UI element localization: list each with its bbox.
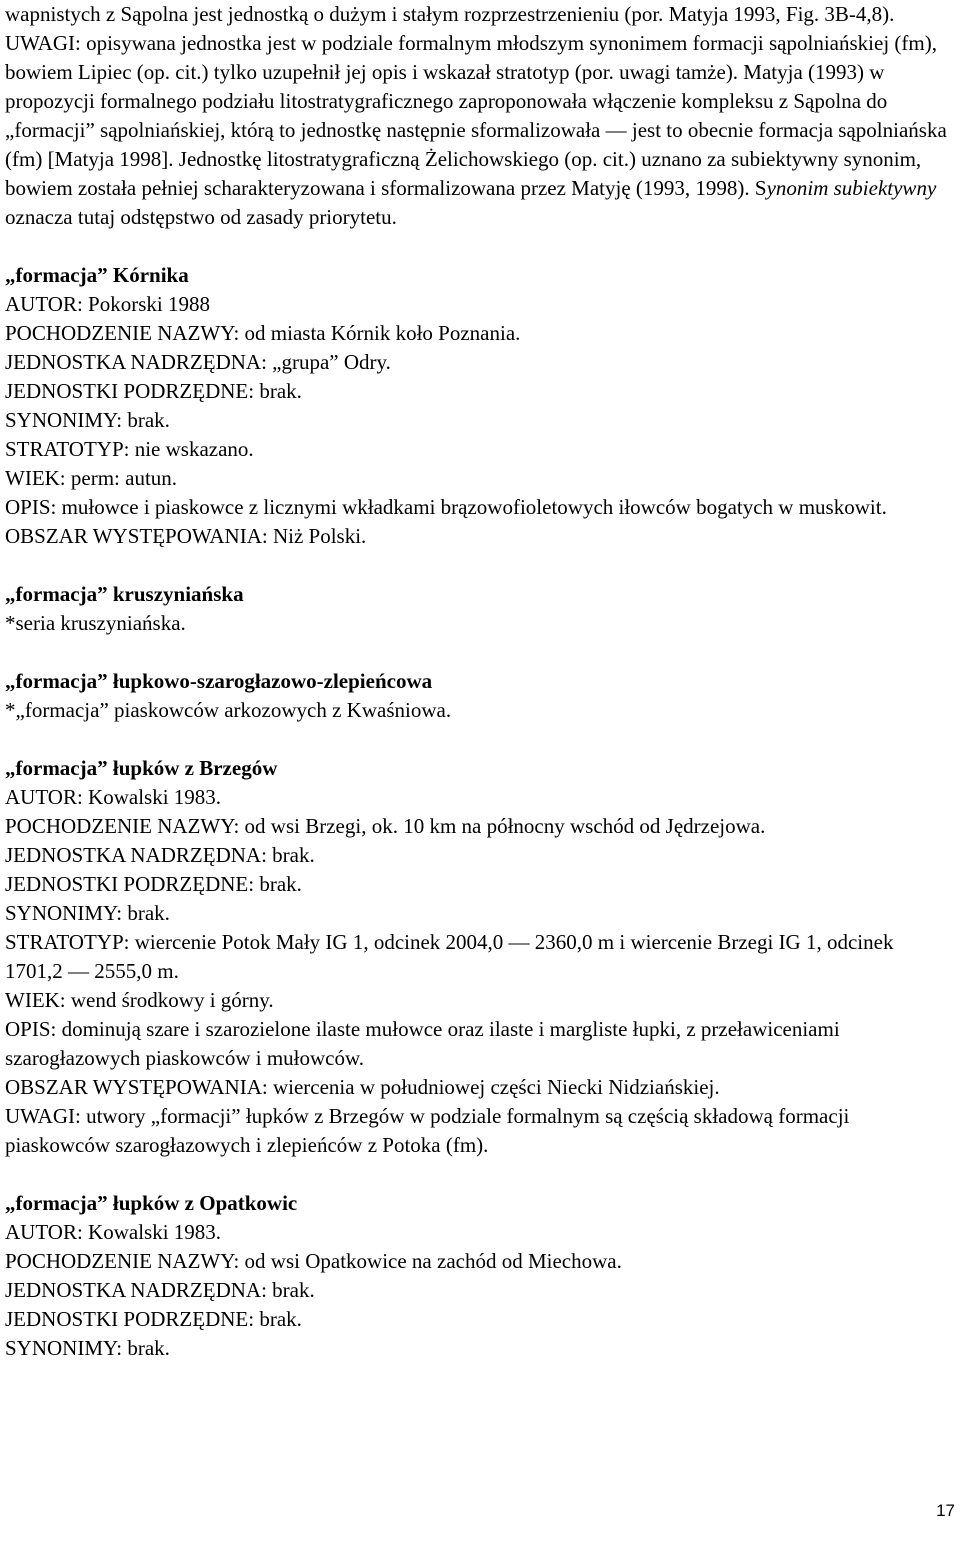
entry-stratotype: STRATOTYP: wiercenie Potok Mały IG 1, odcinek 2004,0 — 2360,0 m i wiercenie Brzegi IG 1, odcinek 1701,2 — 2555,0 m. [5, 930, 894, 983]
entry-heading: „formacja” kruszyniańska [5, 582, 244, 606]
entry-kornik [5, 261, 955, 551]
entry-parent-unit: JEDNOSTKA NADRZĘDNA: brak. [5, 1278, 315, 1302]
entry-subunits: JEDNOSTKI PODRZĘDNE: brak. [5, 379, 302, 403]
entry-kruszynianska [5, 580, 955, 638]
entry-heading: „formacja” Kórnika [5, 263, 189, 287]
entry-age: WIEK: perm: autun. [5, 466, 178, 490]
entry-parent-unit: JEDNOSTKA NADRZĘDNA: „grupa” Odry. [5, 350, 391, 374]
entry-author: AUTOR: Pokorski 1988 [5, 292, 210, 316]
intro-paragraph-2 [5, 29, 955, 232]
entry-lupkow-z-brzegow [5, 754, 955, 1160]
entry-name-origin: POCHODZENIE NAZWY: od wsi Opatkowice na zachód od Miechowa. [5, 1249, 622, 1273]
entry-description: OPIS: mułowce i piaskowce z licznymi wkładkami brązowofioletowych iłowców bogatych w muskowit. [5, 495, 887, 519]
document-page [5, 0, 955, 1363]
entry-author: AUTOR: Kowalski 1983. [5, 1220, 222, 1244]
page-number: 17 [936, 1501, 955, 1520]
intro-italic-term: ynonim subiektywny [766, 176, 937, 200]
entry-lupkow-z-opatkowic [5, 1189, 955, 1363]
entry-synonyms: SYNONIMY: brak. [5, 408, 170, 432]
intro-text-end: oznacza tutaj odstępstwo od zasady priorytetu. [5, 205, 397, 229]
entry-heading: „formacja” łupkowo-szarogłazowo-zlepieńcowa [5, 669, 433, 693]
intro-paragraph-1: wapnistych z Sąpolna jest jednostką o dużym i stałym rozprzestrzenieniu (por. Matyja 1993, Fig. 3B-4,8). [5, 2, 895, 26]
entry-name-origin: POCHODZENIE NAZWY: od miasta Kórnik koło Poznania. [5, 321, 521, 345]
entry-stratotype: STRATOTYP: nie wskazano. [5, 437, 254, 461]
entry-synonyms: SYNONIMY: brak. [5, 901, 170, 925]
entry-cross-reference: *„formacja” piaskowców arkozowych z Kwaśniowa. [5, 698, 452, 722]
entry-occurrence-area: OBSZAR WYSTĘPOWANIA: wiercenia w południowej części Niecki Nidziańskiej. [5, 1075, 720, 1099]
entry-occurrence-area: OBSZAR WYSTĘPOWANIA: Niż Polski. [5, 524, 367, 548]
entry-author: AUTOR: Kowalski 1983. [5, 785, 222, 809]
entry-remarks: UWAGI: utwory „formacji” łupków z Brzegów w podziale formalnym są częścią składową formacji piaskowców szarogłazowych i zlepieńców z Potoka (fm). [5, 1104, 850, 1157]
entry-lupkowo-szaroglazowo-zlepiencowa [5, 667, 955, 725]
entry-parent-unit: JEDNOSTKA NADRZĘDNA: brak. [5, 843, 315, 867]
entry-synonyms: SYNONIMY: brak. [5, 1336, 170, 1360]
entry-cross-reference: *seria kruszyniańska. [5, 611, 186, 635]
entry-subunits: JEDNOSTKI PODRZĘDNE: brak. [5, 872, 302, 896]
entry-heading: „formacja” łupków z Opatkowic [5, 1191, 298, 1215]
entry-heading: „formacja” łupków z Brzegów [5, 756, 278, 780]
entry-description: OPIS: dominują szare i szarozielone ilaste mułowce oraz ilaste i margliste łupki, z przeławiceniami szarogłazowych piaskowców i mułowców. [5, 1017, 840, 1070]
intro-text: UWAGI: opisywana jednostka jest w podziale formalnym młodszym synonimem formacji sąpolniańskiej (fm), bowiem Lipiec (op. cit.) tylko uzupełnił jej opis i wskazał stratotyp (por. uwagi tamże). Matyja (1993) w propozycji formalnego podziału litostratygraficznego zaproponowała włączenie kompleksu z Sąpolna do „formacji” sąpolniańskiej, którą to jednostkę następnie sformalizowała — jest to obecnie formacja sąpolniańska (fm) [Matyja 1998]. Jednostkę litostratygraficzną Żelichowskiego (op. cit.) uznano za subiektywny synonim, bowiem została pełniej scharakteryzowana i sformalizowana przez Matyję (1993, 1998). S [5, 31, 947, 200]
entry-subunits: JEDNOSTKI PODRZĘDNE: brak. [5, 1307, 302, 1331]
entry-age: WIEK: wend środkowy i górny. [5, 988, 274, 1012]
entry-name-origin: POCHODZENIE NAZWY: od wsi Brzegi, ok. 10 km na północny wschód od Jędrzejowa. [5, 814, 766, 838]
